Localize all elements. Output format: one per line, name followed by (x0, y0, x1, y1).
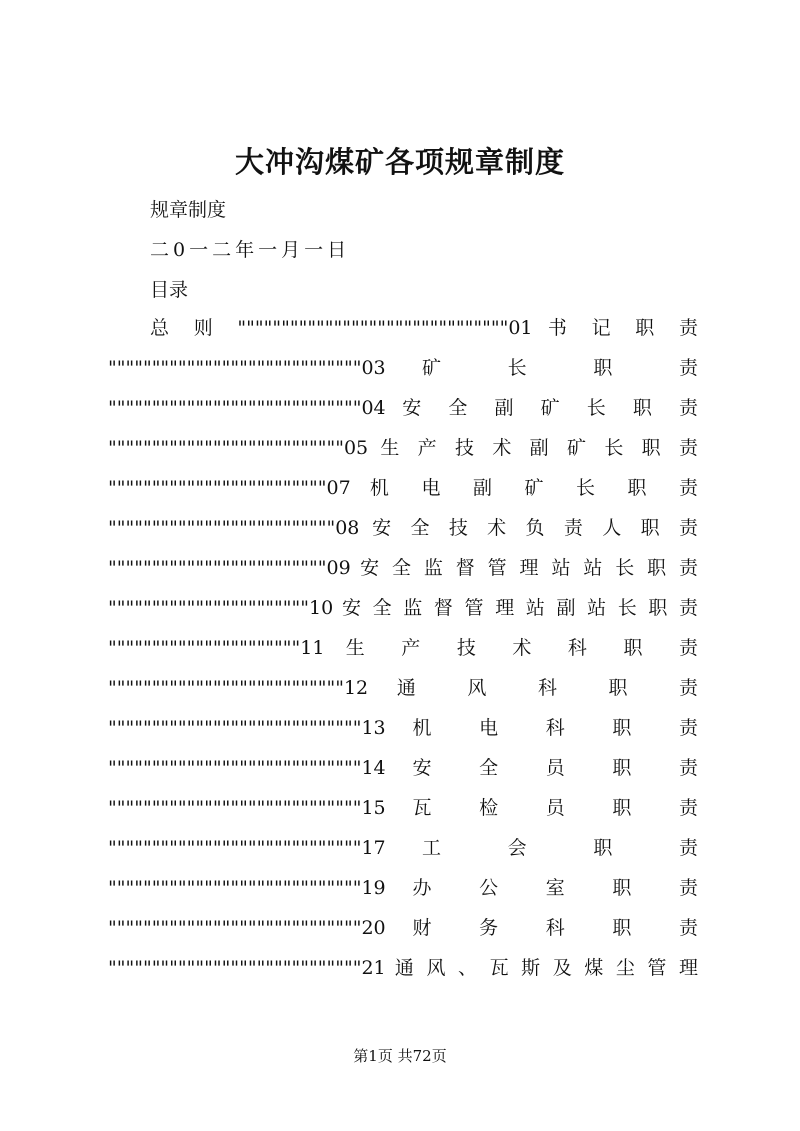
toc-line: 总 则 """""""""""""""""""""""""""""""01 书 记 职 责 (150, 317, 698, 339)
paragraph-toc-heading: 目录 (150, 279, 189, 301)
toc-line: """""""""""""""""""""""10 安 全 监 督 管 理 站 副 站 长 职 责 (108, 597, 698, 619)
toc-line: """""""""""""""""""""""""""""04 安 全 副 矿 长 职 责 (108, 397, 698, 419)
toc-line: """""""""""""""""""""""""09 安 全 监 督 管 理 站 站 长 职 责 (108, 557, 698, 579)
toc-line: """""""""""""""""""""""""""""14 安 全 员 职 责 (108, 757, 698, 779)
toc-line: """""""""""""""""""""""""""12 通 风 科 职 责 (108, 677, 698, 699)
toc-line: """""""""""""""""""""""""""""20 财 务 科 职 责 (108, 917, 698, 939)
paragraph-date: 二0一二年一月一日 (150, 239, 351, 261)
toc-line: """""""""""""""""""""""""""""21 通 风 、 瓦 斯 及 煤 尘 管 理 (108, 957, 698, 979)
toc-line: """""""""""""""""""""""""""05 生 产 技 术 副 矿 长 职 责 (108, 437, 698, 459)
toc-line: """"""""""""""""""""""11 生 产 技 术 科 职 责 (108, 637, 698, 659)
toc-line: """""""""""""""""""""""""""""17 工 会 职 责 (108, 837, 698, 859)
toc-line: """""""""""""""""""""""""07 机 电 副 矿 长 职 责 (108, 477, 698, 499)
page-footer: 第1页 共72页 (353, 1047, 447, 1065)
toc-line: """""""""""""""""""""""""""""03 矿 长 职 责 (108, 357, 698, 379)
toc-line: """""""""""""""""""""""""""""13 机 电 科 职 责 (108, 717, 698, 739)
toc-line: """""""""""""""""""""""""""""19 办 公 室 职 责 (108, 877, 698, 899)
document-title: 大冲沟煤矿各项规章制度 (234, 145, 565, 179)
toc-line: """"""""""""""""""""""""""08 安 全 技 术 负 责 人 职 责 (108, 517, 698, 539)
toc-line: """""""""""""""""""""""""""""15 瓦 检 员 职 责 (108, 797, 698, 819)
paragraph-subtitle: 规章制度 (150, 199, 227, 221)
